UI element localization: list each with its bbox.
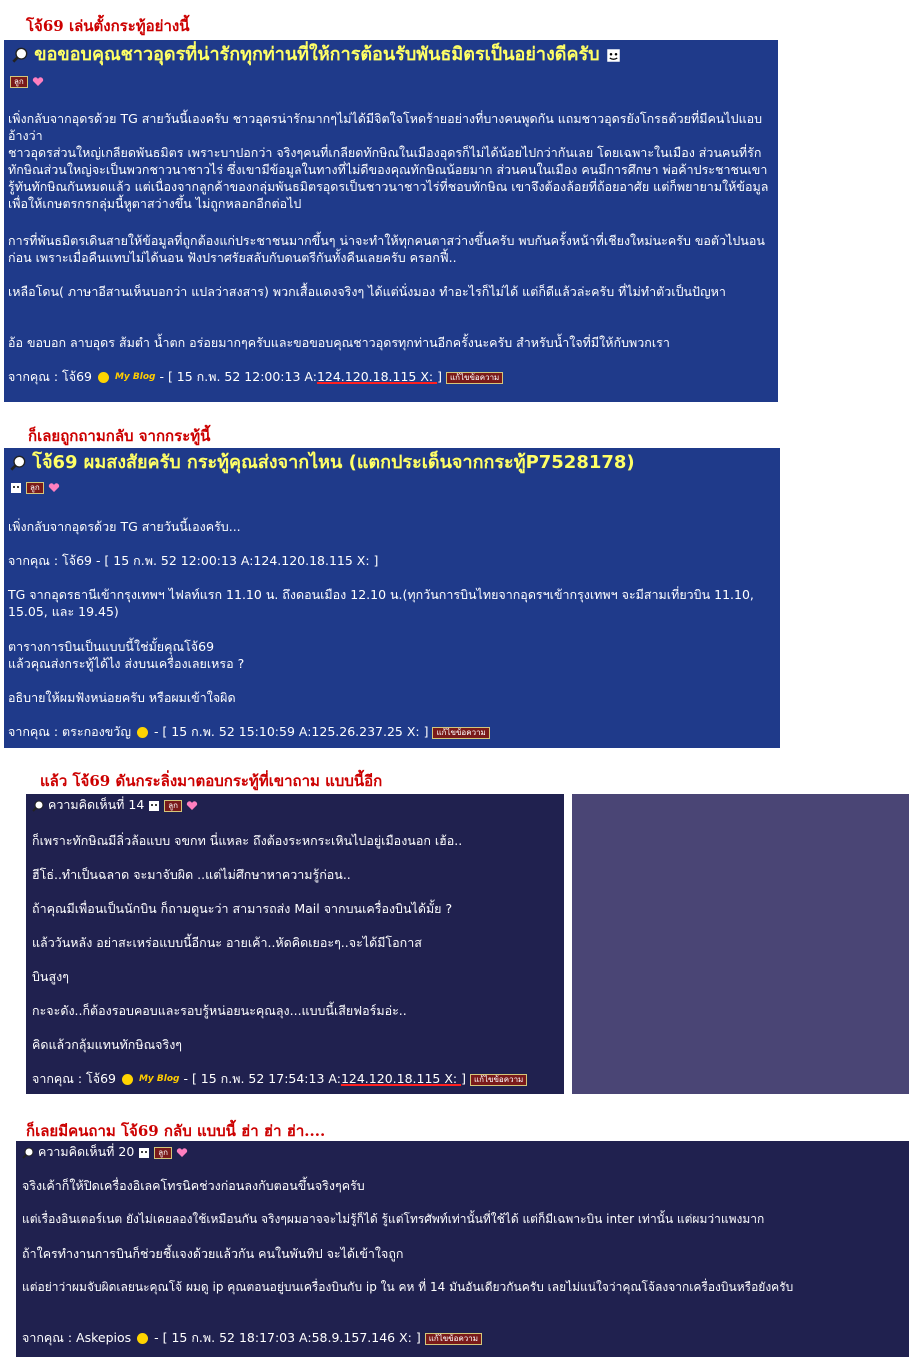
post-2-panel: [4, 448, 780, 748]
post-3-footer: [32, 1070, 527, 1088]
post-4-line: แต่อย่าว่าผมจับผิดเลยนะคุณโจ้ ผมดู ip คุณตอนอยู่บนเครื่องบินกับ ip ใน คห ที่ 14 มันอันเดียวกันครับ เลยไม่แน่ใจว่าคุณโจ้ลงจากเครื่องบินหรือยังครับ: [22, 1280, 794, 1294]
post-2-edit-button[interactable]: แก้ไขข้อความ: [432, 727, 489, 739]
post-2-title-row: [10, 452, 635, 474]
smiley-ghost-icon: [148, 800, 160, 812]
post-2-badges: [10, 478, 60, 495]
heart-icon: [186, 800, 198, 812]
smiley-ghost-icon: [606, 48, 621, 63]
post-3-panel: [26, 794, 564, 1094]
post-3-blog-link[interactable]: My Blog: [138, 1074, 180, 1084]
post-1-meta-pre: - [ 15 ก.พ. 52 12:00:13 A:: [159, 369, 317, 384]
post-4-header-label: ความคิดเห็นที่ 20: [37, 1144, 135, 1159]
post-1-badges: [10, 72, 44, 89]
post-4-heart-badge[interactable]: ลูก: [154, 1147, 172, 1159]
post-2-title: โจ้69 ผมสงสัยครับ กระทู้คุณส่งจากไหน (แตกประเด็นจากกระทู้P7528178): [32, 452, 635, 473]
post-1-meta-post: ]: [437, 369, 442, 384]
post-3-line: ฮีโธ่..ทำเป็นฉลาด จะมาจับผิด ..แต่ไม่ศึกษาหาความรู้ก่อน..: [32, 867, 351, 882]
caption-4: ก็เลยมีคนถาม โจ้69 กลับ แบบนี้ ฮ่า ฮ่า ฮ่า....: [26, 1122, 326, 1140]
post-2-quote-2: จากคุณ : โจ้69 - [ 15 ก.พ. 52 12:00:13 A:124.120.18.115 X: ]: [8, 553, 379, 568]
post-2-para-1: TG จากอุดรธานีเข้ากรุงเทพฯ ไฟลท์แรก 11.10 น. ถึงดอนเมือง 12.10 น.(ทุกวันการบินไทยจากอุดรฯเข้ากรุงเทพฯ จะมีสามเที่ยวบิน 11.10, 15.05, และ 19.45): [8, 587, 754, 619]
post-4-edit-button[interactable]: แก้ไขข้อความ: [425, 1333, 482, 1345]
post-1-title-row: [12, 44, 621, 66]
post-1-para-5: อ้อ ขอบอก ลาบอุดร ส้มตำ น้ำตก อร่อยมากๆครับและขอขอบคุณชาวอุดรทุกท่านอีกครั้งนะครับ สำหรับน้ำใจที่มีให้กับพวกเรา: [8, 335, 670, 350]
post-3-meta-post: ]: [461, 1071, 466, 1086]
post-3-line: กะจะดัง..ก็ต้องรอบคอบและรอบรู้หน่อยนะคุณลุง...แบบนี้เสียฟอร์มอ่ะ..: [32, 1003, 407, 1018]
magnifier-icon: [10, 455, 26, 471]
post-4-header: [22, 1143, 188, 1160]
post-1-para-1: เพิ่งกลับจากอุดรด้วย TG สายวันนี้เองครับ ชาวอุดรน่ารักมากๆไม่ได้มีจิตใจโหดร้ายอย่างที่บางคนพูดกัน แถมชาวอุดรยังโกรธด้วยที่มีคนไปแอบอ้างว่า: [8, 111, 763, 143]
post-3-ip: 124.120.18.115 X:: [340, 1071, 462, 1086]
post-2-para-3: อธิบายให้ผมฟังหน่อยครับ หรือผมเข้าใจผิด: [8, 690, 236, 705]
post-4-line: แต่เรื่องอินเตอร์เนต ยังไม่เคยลองใช้เหมือนกัน จริงๆผมอาจจะไม่รู้ก็ได้ รู้แต่โทรศัพท์เท่านั้นที่ใช้ได้ แต่ก็มีเฉพาะบิน inter เท่านั้น แต่ผมว่าแพงมาก: [22, 1212, 765, 1226]
post-2-meta: - [ 15 ก.พ. 52 15:10:59 A:125.26.237.25 X: ]: [153, 724, 429, 739]
post-3-line: แล้ววันหลัง อย่าสะเหร่อแบบนี้อีกนะ อายเค้า..หัดคิดเยอะๆ..จะได้มีโอกาส: [32, 935, 422, 950]
heart-icon: [48, 482, 60, 494]
post-4-from[interactable]: จากคุณ : Askepios: [22, 1330, 132, 1345]
post-4-panel: [16, 1141, 909, 1357]
post-2-heart-badge[interactable]: ลูก: [26, 482, 44, 494]
post-3-from[interactable]: จากคุณ : โจ้69: [32, 1071, 116, 1086]
post-1-edit-button[interactable]: แก้ไขข้อความ: [446, 372, 503, 384]
smiley-ghost-icon: [138, 1147, 150, 1159]
post-2-footer: [8, 723, 490, 740]
post-1-title: ขอขอบคุณชาวอุดรที่น่ารักทุกท่านที่ให้การต้อนรับพันธมิตรเป็นอย่างดีครับ: [34, 44, 600, 65]
magnifier-icon: [32, 800, 44, 812]
post-1-footer: [8, 368, 503, 386]
smiley-icon: [137, 1333, 148, 1344]
post-1-para-2: ชาวอุดรส่วนใหญ่เกลียดพันธมิตร เพราะบาปอกว่า จริงๆคนที่เกลียดทักษิณในเมืองอุดรก็ไม่ได้น้อยไปกว่ากันเลย โดยเฉพาะในเมือง ส่วนคนที่รักทักษิณส่วนใหญ่จะเป็นพวกชาวนาชาวไร่ ซึ่งเขามีข้อมูลในทางที่ไม่ดีของคุณทักษิณน้อยมาก ส่วนคนในเมือง คนมีการศึกษา พ่อค้าประชาชนเขารู้ทันทักษิณกันหมดแล้ว แต่เนื่องจากลูกค้าของกลุ่มพันธมิตรอุดรเป็นชาวนาชาวไร่ที่ชอบทักษิณ เขาจึงต้องล้อยที่ถ้อยอาศัย แต่ก็พยายามให้ข้อมูลเพื่อให้เกษตรกรกลุ่มนี้หูตาสว่างขึ้น ไม่ถูกหลอกอีกต่อไป: [8, 145, 769, 211]
post-3-header-label: ความคิดเห็นที่ 14: [47, 797, 145, 812]
magnifier-icon: [22, 1147, 34, 1159]
post-3-heart-badge[interactable]: ลูก: [164, 800, 182, 812]
post-1-heart-badge[interactable]: ลูก: [10, 76, 28, 88]
smiley-icon: [122, 1074, 133, 1085]
post-3-meta-pre: - [ 15 ก.พ. 52 17:54:13 A:: [183, 1071, 341, 1086]
post-1-para-4: เหลือโดน( ภาษาอีสานเห็นบอกว่า แปลว่าสงสาร) พวกเสื้อแดงจริงๆ ได้แต่นั่งมอง ทำอะไรก็ไม่ได้ แต่ก็ดีแล้วล่ะครับ ที่ไม่ทำตัวเป็นปัญหา: [8, 284, 726, 299]
heart-icon: [32, 76, 44, 88]
post-4-footer: [22, 1329, 482, 1346]
smiley-icon: [98, 372, 109, 383]
post-1-para-3: การที่พันธมิตรเดินสายให้ข้อมูลที่ถูกต้องแก่ประชาชนมากขึ้นๆ น่าจะทำให้ทุกคนตาสว่างขึ้นครับ พบกันครั้งหน้าที่เชียงใหม่นะครับ ขอตัวไปนอนก่อน เพราะเมื่อคืนแทบไม่ได้นอน ฟังปราศรัยสลับกับดนตรีกันทั้งคืนเลยครับ ครอกฟี้..: [8, 233, 765, 265]
post-2-para-2a: ตารางการบินเป็นแบบนี้ใช่มั้ยคุณโจ้69: [8, 639, 215, 654]
smiley-icon: [137, 727, 148, 738]
post-2-from[interactable]: จากคุณ : ตระกองขวัญ: [8, 724, 131, 739]
caption-3: แล้ว โจ้69 ดันกระลิ่งมาตอบกระทู้ที่เขาถาม แบบนี้อีก: [40, 772, 383, 790]
post-1-panel: [4, 40, 778, 402]
post-4-line: ถ้าใครทำงานการบินก็ช่วยชี้แจงด้วยแล้วกัน คนในพันทิป จะได้เข้าใจถูก: [22, 1246, 404, 1261]
post-2-quote-1: เพิ่งกลับจากอุดรด้วย TG สายวันนี้เองครับ...: [8, 519, 241, 534]
post-1-blog-link[interactable]: My Blog: [114, 372, 156, 382]
post-1-from[interactable]: จากคุณ : โจ้69: [8, 369, 92, 384]
magnifier-icon: [12, 47, 28, 63]
post-3-line: ก็เพราะทักษิณมีลิ่วล้อแบบ จขกท นี่แหละ ถึงต้องระหกระเหินไปอยู่เมืองนอก เฮ้อ..: [32, 833, 463, 848]
post-3-edit-button[interactable]: แก้ไขข้อความ: [470, 1074, 527, 1086]
post-4-meta: - [ 15 ก.พ. 52 18:17:03 A:58.9.157.146 X: ]: [154, 1330, 421, 1345]
post-3-side-panel: [572, 794, 909, 1094]
post-3-line: ถ้าคุณมีเพื่อนเป็นนักบิน ก็ถามดูนะว่า สามารถส่ง Mail จากบนเครื่องบินได้มั้ย ?: [32, 901, 453, 916]
post-2-para-2b: แล้วคุณส่งกระทู้ได้ไง ส่งบนเครื่องเลยเหรอ ?: [8, 656, 245, 671]
caption-2: ก็เลยถูกถามกลับ จากกระทู้นี้: [28, 427, 211, 445]
post-3-line: คิดแล้วกลุ้มแทนทักษิณจริงๆ: [32, 1037, 183, 1052]
smiley-ghost-icon: [10, 482, 22, 494]
post-3-header: [32, 796, 198, 813]
caption-1: โจ้69 เล่นตั้งกระทู้อย่างนี้: [26, 17, 190, 35]
heart-icon: [176, 1147, 188, 1159]
post-1-ip: 124.120.18.115 X:: [316, 369, 438, 384]
post-3-line: บินสูงๆ: [32, 969, 69, 984]
post-4-line: จริงเค้าก็ให้ปิดเครื่องอิเลคโทรนิคช่วงก่อนลงกับตอนขึ้นจริงๆครับ: [22, 1178, 365, 1193]
